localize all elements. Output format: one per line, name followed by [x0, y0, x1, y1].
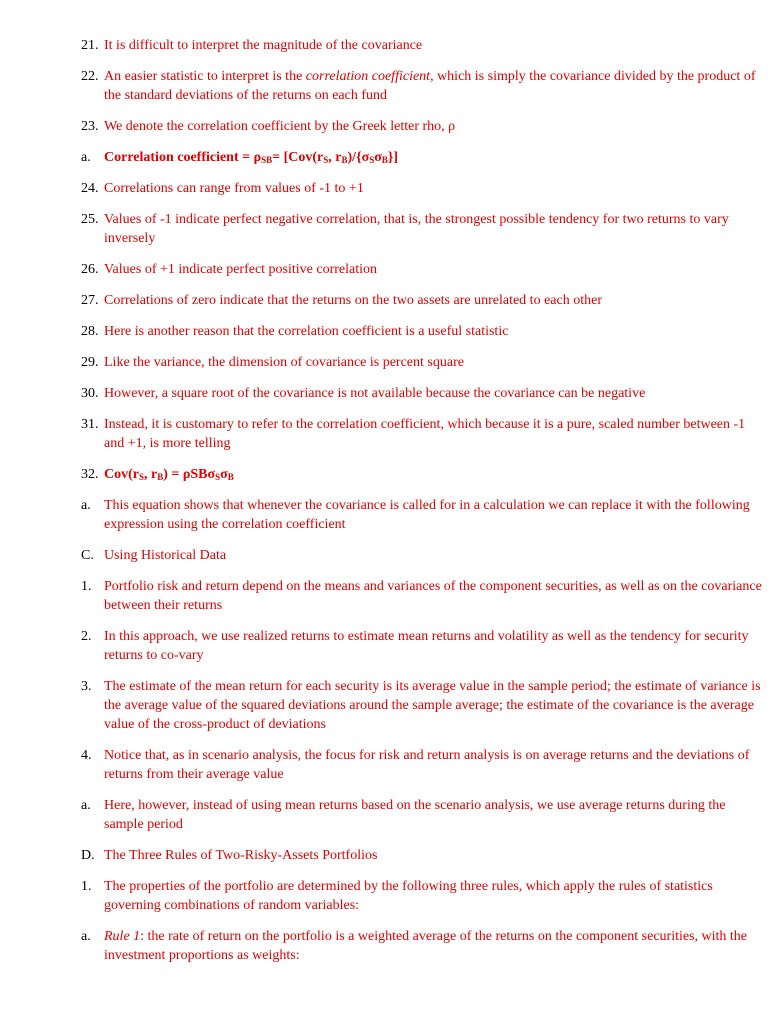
- list-item: [0, 353, 784, 372]
- text-run: , which is simply the covariance divided by the product of the standard deviations of the returns on each fund: [104, 69, 756, 103]
- formula-subscript: B: [341, 155, 348, 165]
- formula-part: Correlation coefficient = ρ: [104, 150, 262, 165]
- formula-part: σ: [220, 467, 228, 482]
- formula-subscript: B: [157, 472, 164, 482]
- item-text: Here, however, instead of using mean returns based on the scenario analysis, we use average returns during the sample period: [104, 798, 726, 832]
- item-text: Correlations can range from values of -1 to +1: [104, 181, 364, 196]
- list-item: [0, 67, 784, 105]
- formula-subscript: B: [227, 472, 234, 482]
- list-item: [0, 148, 784, 167]
- item-text: Instead, it is customary to refer to the correlation coefficient, which because it is a pure, scaled number between -1 and +1, is more telling: [104, 417, 746, 451]
- item-number: 1.: [81, 879, 92, 894]
- list-item: [0, 384, 784, 403]
- item-number: 25.: [81, 212, 99, 227]
- item-number: 4.: [81, 748, 92, 763]
- formula-part: }]: [387, 150, 399, 165]
- text-run: An easier statistic to interpret is the: [104, 69, 306, 84]
- formula-part: )/{σ: [347, 150, 370, 165]
- section-heading: [0, 546, 784, 565]
- formula-part: ) = ρSBσ: [163, 467, 216, 482]
- item-number: 31.: [81, 417, 99, 432]
- item-text: The Three Rules of Two-Risky-Assets Portfolios: [104, 848, 378, 863]
- item-number: 24.: [81, 181, 99, 196]
- list-item: [0, 496, 784, 534]
- item-number: 32.: [81, 467, 99, 482]
- item-text: Notice that, as in scenario analysis, the focus for risk and return analysis is on average returns and the deviations of returns from their average value: [104, 748, 750, 782]
- item-number: C.: [81, 548, 94, 563]
- list-item: [0, 291, 784, 310]
- list-item: [0, 677, 784, 734]
- emphasis-text: correlation coefficient: [305, 69, 431, 84]
- item-number: 26.: [81, 262, 99, 277]
- section-heading: [0, 846, 784, 865]
- formula-part: Cov(r: [104, 467, 139, 482]
- item-text: Values of +1 indicate perfect positive correlation: [104, 262, 378, 277]
- item-text: We denote the correlation coefficient by the Greek letter rho, ρ: [104, 119, 456, 134]
- formula-part: σ: [374, 150, 382, 165]
- formula-subscript: S: [323, 155, 329, 165]
- item-text: In this approach, we use realized returns to estimate mean returns and volatility as well as the tendency for security returns to co-vary: [104, 629, 749, 663]
- item-text: The properties of the portfolio are determined by the following three rules, which apply the rules of statistics governing combinations of random variables:: [104, 879, 713, 913]
- item-number: 21.: [81, 38, 99, 53]
- item-number: a.: [81, 929, 91, 944]
- formula-part: , r: [144, 467, 158, 482]
- item-text: [104, 67, 766, 105]
- correlation-formula: [104, 148, 766, 167]
- emphasis-text: Rule 1: [104, 929, 141, 944]
- list-item: [0, 36, 784, 55]
- item-number: a.: [81, 498, 91, 513]
- item-number: 30.: [81, 386, 99, 401]
- item-text: It is difficult to interpret the magnitude of the covariance: [104, 38, 423, 53]
- list-item: [0, 117, 784, 136]
- formula-part: = [Cov(r: [272, 150, 324, 165]
- item-number: D.: [81, 848, 95, 863]
- list-item: [0, 796, 784, 834]
- list-item: [0, 322, 784, 341]
- item-number: 22.: [81, 69, 99, 84]
- item-number: a.: [81, 798, 91, 813]
- list-item: [0, 415, 784, 453]
- item-number: 1.: [81, 579, 92, 594]
- list-item: [0, 465, 784, 484]
- item-text: Using Historical Data: [104, 548, 227, 563]
- item-number: 3.: [81, 679, 92, 694]
- list-item: [0, 179, 784, 198]
- list-item: [0, 577, 784, 615]
- list-item: [0, 877, 784, 915]
- item-text: The estimate of the mean return for each security is its average value in the sample period; the estimate of variance is the average value of the squared deviations around the sample average; the estimate of the covariance is the average value of the cross-product of deviations: [104, 679, 761, 732]
- item-text: Here is another reason that the correlation coefficient is a useful statistic: [104, 324, 509, 339]
- item-number: 27.: [81, 293, 99, 308]
- list-item: [0, 927, 784, 965]
- formula-part: , r: [328, 150, 342, 165]
- covariance-formula: [104, 465, 766, 484]
- item-number: 23.: [81, 119, 99, 134]
- item-text: However, a square root of the covariance is not available because the covariance can be negative: [104, 386, 646, 401]
- list-item: [0, 627, 784, 665]
- formula-subscript: S: [369, 155, 375, 165]
- item-text: This equation shows that whenever the covariance is called for in a calculation we can replace it with the following expression using the correlation coefficient: [104, 498, 750, 532]
- item-text: Values of -1 indicate perfect negative correlation, that is, the strongest possible tendency for two returns to vary inversely: [104, 212, 729, 246]
- list-item: [0, 260, 784, 279]
- item-number: 28.: [81, 324, 99, 339]
- item-text: Portfolio risk and return depend on the means and variances of the component securities, as well as on the covariance between their returns: [104, 579, 762, 613]
- item-text: Correlations of zero indicate that the returns on the two assets are unrelated to each other: [104, 293, 602, 308]
- item-text: [104, 927, 766, 965]
- text-run: : the rate of return on the portfolio is a weighted average of the returns on the component securities, with the investment proportions as weights:: [104, 929, 748, 963]
- item-number: 29.: [81, 355, 99, 370]
- list-item: [0, 210, 784, 248]
- formula-subscript: S: [215, 472, 221, 482]
- list-item: [0, 746, 784, 784]
- formula-subscript: B: [381, 155, 388, 165]
- item-number: a.: [81, 150, 91, 165]
- formula-subscript: SB: [261, 155, 273, 165]
- item-text: Like the variance, the dimension of covariance is percent square: [104, 355, 464, 370]
- formula-subscript: S: [139, 472, 145, 482]
- item-number: 2.: [81, 629, 92, 644]
